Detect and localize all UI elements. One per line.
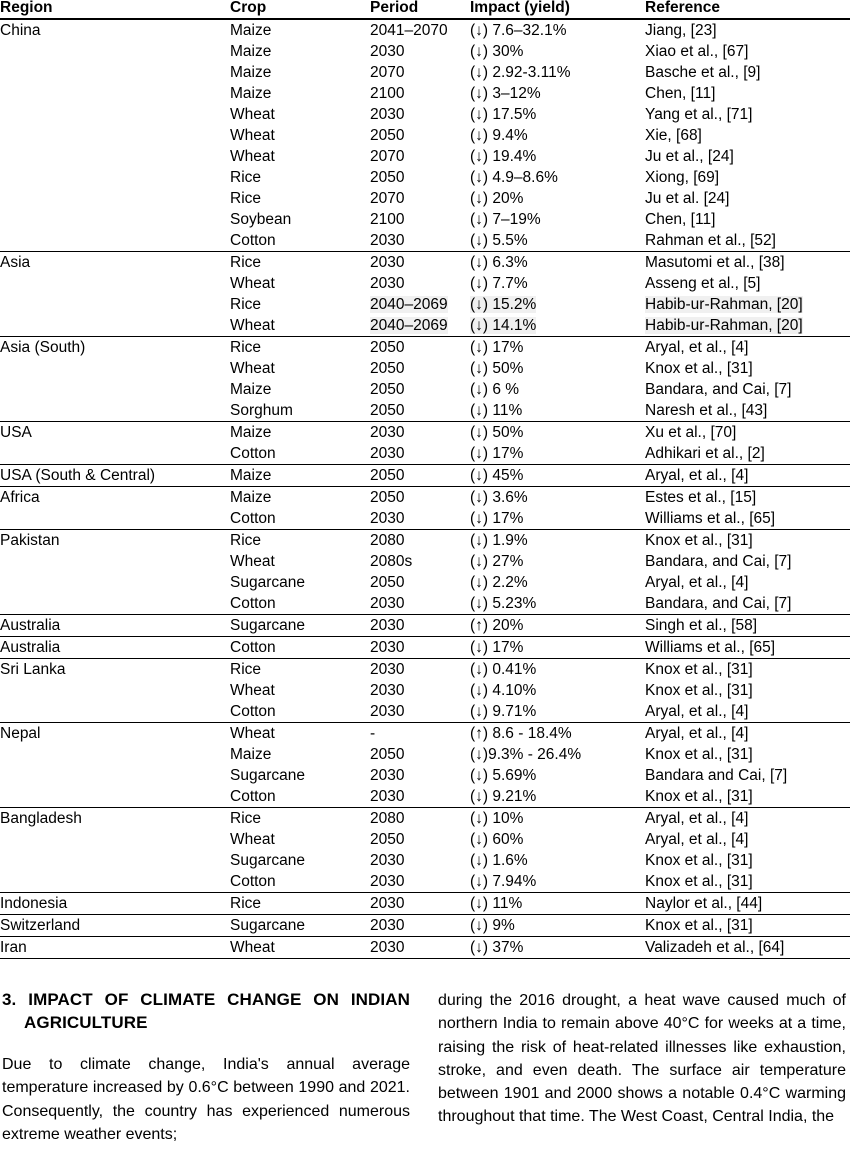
cell-region <box>0 829 230 850</box>
cell-period: 2030 <box>370 937 470 959</box>
cell-reference: Estes et al., [15] <box>645 487 850 509</box>
cell-reference: Valizadeh et al., [64] <box>645 937 850 959</box>
cell-region <box>0 572 230 593</box>
cell-reference: Bandara, and Cai, [7] <box>645 553 792 571</box>
cell-reference: Knox et al., [31] <box>645 682 753 700</box>
table-row <box>0 167 850 188</box>
cell-crop: Maize <box>230 487 370 509</box>
cell-period: 2080s <box>370 553 413 571</box>
cell-reference: Aryal, et al., [4] <box>645 723 850 745</box>
table-row <box>0 83 850 104</box>
cell-region <box>0 273 230 294</box>
cell-region: Bangladesh <box>0 808 230 830</box>
table-header <box>0 0 850 19</box>
cell-impact: (↓) 37% <box>470 937 645 959</box>
table-row <box>0 701 850 723</box>
article-column-left <box>2 989 410 1146</box>
cell-region <box>0 871 230 893</box>
cell-reference: Adhikari et al., [2] <box>645 445 765 463</box>
cell-region <box>0 146 230 167</box>
cell-region <box>0 104 230 125</box>
cell-region <box>0 508 230 530</box>
cell-region <box>0 315 230 337</box>
cell-period: 2030 <box>370 637 470 659</box>
cell-region: Switzerland <box>0 915 230 937</box>
cell-crop: Rice <box>230 252 370 274</box>
cell-crop: Maize <box>230 22 272 40</box>
cell-impact: (↓) 45% <box>470 465 645 487</box>
cell-crop: Sugarcane <box>230 767 305 785</box>
cell-reference: Xie, [68] <box>645 127 702 145</box>
table-row <box>0 188 850 209</box>
cell-impact: (↓) 2.2% <box>470 574 528 592</box>
cell-crop: Sugarcane <box>230 574 305 592</box>
cell-region <box>0 41 230 62</box>
cell-reference: Habib-ur-Rahman, [20] <box>645 317 803 335</box>
section-heading-text: IMPACT OF CLIMATE CHANGE ON INDIAN AGRICULTURE <box>24 990 411 1033</box>
cell-crop: Rice <box>230 190 262 208</box>
table-row <box>0 572 850 593</box>
cell-crop: Sugarcane <box>230 852 305 870</box>
cell-impact: (↓) 9.4% <box>470 127 528 145</box>
cell-crop: Cotton <box>230 445 276 463</box>
cell-impact: (↓) 3–12% <box>470 85 541 103</box>
cell-period: 2050 <box>370 169 405 187</box>
cell-crop: Wheat <box>230 723 370 745</box>
column-header-period: Period <box>370 0 470 19</box>
cell-impact: (↑) 20% <box>470 615 645 637</box>
cell-period: 2030 <box>370 873 405 891</box>
cell-period: 2030 <box>370 915 470 937</box>
cell-reference: Aryal, et al., [4] <box>645 831 749 849</box>
cell-impact: (↓) 17% <box>470 445 524 463</box>
article-column-right <box>438 989 846 1146</box>
cell-reference: Ju et al., [24] <box>645 148 734 166</box>
column-header-crop: Crop <box>230 0 370 19</box>
cell-crop: Wheat <box>230 553 275 571</box>
cell-crop: Rice <box>230 337 370 359</box>
table-row <box>0 337 850 359</box>
cell-crop: Wheat <box>230 275 275 293</box>
column-header-region: Region <box>0 0 230 19</box>
cell-crop: Wheat <box>230 937 370 959</box>
cell-reference: Yang et al., [71] <box>645 106 753 124</box>
cell-period: 2030 <box>370 275 405 293</box>
cell-period: 2041–2070 <box>370 22 448 40</box>
cell-crop: Rice <box>230 169 262 187</box>
cell-reference: Habib-ur-Rahman, [20] <box>645 296 803 314</box>
table-header-row <box>0 0 850 19</box>
cell-impact: (↓) 9% <box>470 915 645 937</box>
section-heading-number: 3. <box>2 990 17 1010</box>
cell-period: - <box>370 723 470 745</box>
cell-reference: Asseng et al., [5] <box>645 275 761 293</box>
cell-impact: (↓) 5.23% <box>470 595 537 613</box>
cell-impact: (↑) 8.6 - 18.4% <box>470 723 645 745</box>
cell-period: 2050 <box>370 487 470 509</box>
cell-impact: (↓) 11% <box>470 893 645 915</box>
table-row <box>0 893 850 915</box>
column-header-reference: Reference <box>645 0 850 19</box>
article-section <box>0 989 850 1146</box>
cell-crop: Rice <box>230 530 370 552</box>
cell-period: 2040–2069 <box>370 296 448 314</box>
cell-reference: Chen, [11] <box>645 211 716 229</box>
cell-crop: Cotton <box>230 595 276 613</box>
cell-reference: Xu et al., [70] <box>645 422 850 444</box>
cell-crop: Cotton <box>230 873 276 891</box>
table-row <box>0 551 850 572</box>
cell-region <box>0 294 230 315</box>
cell-period: 2070 <box>370 190 405 208</box>
cell-region: Africa <box>0 487 230 509</box>
cell-region <box>0 230 230 252</box>
cell-crop: Sugarcane <box>230 915 370 937</box>
cell-crop: Rice <box>230 808 370 830</box>
cell-crop: Wheat <box>230 831 275 849</box>
cell-period: 2030 <box>370 422 470 444</box>
cell-reference: Aryal, et al., [4] <box>645 574 749 592</box>
table-row <box>0 744 850 765</box>
table-row <box>0 358 850 379</box>
cell-reference: Xiong, [69] <box>645 169 720 187</box>
cell-period: 2030 <box>370 767 405 785</box>
cell-crop: Cotton <box>230 788 276 806</box>
cell-period: 2050 <box>370 127 405 145</box>
cell-region: Sri Lanka <box>0 659 230 681</box>
cell-impact: (↓) 14.1% <box>470 317 537 335</box>
table-body <box>0 19 850 959</box>
cell-region <box>0 379 230 400</box>
table-row <box>0 530 850 552</box>
cell-period: 2050 <box>370 337 470 359</box>
cell-period: 2030 <box>370 252 470 274</box>
cell-impact: (↓) 17.5% <box>470 106 537 124</box>
cell-crop: Maize <box>230 422 370 444</box>
cell-period: 2050 <box>370 465 470 487</box>
cell-impact: (↓) 20% <box>470 190 524 208</box>
cell-reference: Xiao et al., [67] <box>645 43 749 61</box>
table-row <box>0 615 850 637</box>
cell-period: 2030 <box>370 510 405 528</box>
table-row <box>0 850 850 871</box>
cell-impact: (↓) 6.3% <box>470 252 645 274</box>
cell-impact: (↓) 30% <box>470 43 524 61</box>
cell-reference: Knox et al., [31] <box>645 915 850 937</box>
cell-impact: (↓) 7.7% <box>470 275 528 293</box>
cell-period: 2050 <box>370 402 405 420</box>
table-row <box>0 593 850 615</box>
cell-region: Asia (South) <box>0 337 230 359</box>
cell-impact: (↓) 15.2% <box>470 296 537 314</box>
cell-period: 2030 <box>370 659 470 681</box>
table-row <box>0 62 850 83</box>
cell-impact: (↓) 4.10% <box>470 682 537 700</box>
cell-period: 2030 <box>370 703 405 721</box>
cell-reference: Knox et al., [31] <box>645 360 753 378</box>
table-row <box>0 315 850 337</box>
cell-period: 2040–2069 <box>370 317 448 335</box>
cell-impact: (↓)9.3% - 26.4% <box>470 746 582 764</box>
cell-region <box>0 125 230 146</box>
cell-crop: Cotton <box>230 637 370 659</box>
cell-region <box>0 83 230 104</box>
cell-reference: Knox et al., [31] <box>645 873 753 891</box>
cell-impact: (↓) 27% <box>470 553 524 571</box>
cell-region <box>0 443 230 465</box>
table-row <box>0 104 850 125</box>
table-row <box>0 937 850 959</box>
cell-period: 2050 <box>370 360 405 378</box>
cell-region <box>0 744 230 765</box>
cell-impact: (↓) 60% <box>470 831 524 849</box>
cell-reference: Knox et al., [31] <box>645 659 850 681</box>
cell-period: 2030 <box>370 893 470 915</box>
table-row <box>0 230 850 252</box>
cell-region <box>0 765 230 786</box>
cell-reference: Bandara, and Cai, [7] <box>645 595 792 613</box>
cell-reference: Knox et al., [31] <box>645 746 753 764</box>
cell-period: 2070 <box>370 64 405 82</box>
cell-reference: Naylor et al., [44] <box>645 893 850 915</box>
cell-crop: Maize <box>230 64 272 82</box>
cell-reference: Williams et al., [65] <box>645 637 850 659</box>
cell-reference: Jiang, [23] <box>645 22 717 40</box>
cell-crop: Maize <box>230 465 370 487</box>
cell-crop: Sugarcane <box>230 615 370 637</box>
cell-crop: Maize <box>230 746 272 764</box>
table-row <box>0 41 850 62</box>
cell-period: 2030 <box>370 682 405 700</box>
table-row <box>0 422 850 444</box>
cell-crop: Maize <box>230 85 272 103</box>
cell-impact: (↓) 7.94% <box>470 873 537 891</box>
cell-crop: Wheat <box>230 317 275 335</box>
column-header-impact: Impact (yield) <box>470 0 645 19</box>
cell-reference: Basche et al., [9] <box>645 64 761 82</box>
cell-reference: Knox et al., [31] <box>645 788 753 806</box>
cell-reference: Chen, [11] <box>645 85 716 103</box>
cell-crop: Rice <box>230 296 262 314</box>
cell-impact: (↓) 1.6% <box>470 852 528 870</box>
cell-region: USA (South & Central) <box>0 465 230 487</box>
table-row <box>0 400 850 422</box>
cell-period: 2080 <box>370 808 470 830</box>
cell-impact: (↓) 6 % <box>470 381 520 399</box>
table-row <box>0 19 850 41</box>
table-row <box>0 252 850 274</box>
paragraph-left: Due to climate change, India's annual average temperature increased by 0.6°C between 1990 and 2021. Consequently, the country has experienced numerous extreme weather events; <box>2 1056 410 1143</box>
cell-period: 2100 <box>370 85 405 103</box>
cell-reference: Ju et al. [24] <box>645 190 730 208</box>
cell-crop: Rice <box>230 893 370 915</box>
cell-period: 2050 <box>370 381 405 399</box>
cell-reference: Williams et al., [65] <box>645 510 776 528</box>
cell-region <box>0 209 230 230</box>
cell-reference: Knox et al., [31] <box>645 530 850 552</box>
cell-region <box>0 167 230 188</box>
cell-region <box>0 850 230 871</box>
cell-region <box>0 680 230 701</box>
cell-period: 2080 <box>370 530 470 552</box>
table-row <box>0 209 850 230</box>
table-row <box>0 465 850 487</box>
table-row <box>0 487 850 509</box>
table-row <box>0 808 850 830</box>
cell-reference: Bandara and Cai, [7] <box>645 767 788 785</box>
table-row <box>0 508 850 530</box>
cell-crop: Wheat <box>230 127 275 145</box>
cell-region <box>0 593 230 615</box>
cell-reference: Singh et al., [58] <box>645 615 850 637</box>
cell-impact: (↓) 4.9–8.6% <box>470 169 558 187</box>
cell-reference: Aryal, et al., [4] <box>645 703 749 721</box>
cell-crop: Cotton <box>230 510 276 528</box>
cell-reference: Knox et al., [31] <box>645 852 753 870</box>
cell-period: 2050 <box>370 746 405 764</box>
cell-reference: Rahman et al., [52] <box>645 232 776 250</box>
cell-crop: Wheat <box>230 360 275 378</box>
cell-impact: (↓) 10% <box>470 808 645 830</box>
cell-period: 2030 <box>370 595 405 613</box>
cell-period: 2030 <box>370 232 405 250</box>
table-row <box>0 637 850 659</box>
table-row <box>0 723 850 745</box>
cell-impact: (↓) 50% <box>470 422 645 444</box>
cell-crop: Maize <box>230 43 272 61</box>
cell-region: Pakistan <box>0 530 230 552</box>
cell-crop: Cotton <box>230 232 276 250</box>
cell-impact: (↓) 17% <box>470 510 524 528</box>
cell-region: USA <box>0 422 230 444</box>
cell-crop: Cotton <box>230 703 276 721</box>
cell-period: 2050 <box>370 574 405 592</box>
cell-period: 2100 <box>370 211 405 229</box>
table-row <box>0 146 850 167</box>
cell-crop: Rice <box>230 659 370 681</box>
cell-period: 2030 <box>370 106 405 124</box>
cell-period: 2050 <box>370 831 405 849</box>
cell-region <box>0 701 230 723</box>
table-row <box>0 786 850 808</box>
cell-region <box>0 62 230 83</box>
cell-period: 2030 <box>370 788 405 806</box>
table-row <box>0 125 850 146</box>
cell-impact: (↓) 19.4% <box>470 148 537 166</box>
cell-region <box>0 188 230 209</box>
cell-region <box>0 786 230 808</box>
cell-impact: (↓) 5.5% <box>470 232 528 250</box>
cell-period: 2030 <box>370 43 405 61</box>
cell-crop: Maize <box>230 381 272 399</box>
cell-reference: Aryal, et al., [4] <box>645 465 850 487</box>
cell-impact: (↓) 5.69% <box>470 767 537 785</box>
cell-region: Australia <box>0 615 230 637</box>
cell-impact: (↓) 3.6% <box>470 487 645 509</box>
table-row <box>0 829 850 850</box>
cell-impact: (↓) 1.9% <box>470 530 645 552</box>
paragraph-right: during the 2016 drought, a heat wave caused much of northern India to remain above 40°C for weeks at a time, raising the risk of heat-related illnesses like exhaustion, stroke, and even death. The surface air temperature between 1901 and 2000 shows a notable 0.4°C warming throughout that time. The West Coast, Central India, the <box>438 992 846 1126</box>
cell-impact: (↓) 17% <box>470 637 645 659</box>
table-row <box>0 443 850 465</box>
cell-period: 2030 <box>370 445 405 463</box>
cell-region: Australia <box>0 637 230 659</box>
cell-region: Nepal <box>0 723 230 745</box>
cell-impact: (↓) 11% <box>470 402 523 420</box>
cell-period: 2070 <box>370 148 405 166</box>
table-row <box>0 871 850 893</box>
cell-impact: (↓) 9.21% <box>470 788 537 806</box>
cell-region: Indonesia <box>0 893 230 915</box>
cell-region: Asia <box>0 252 230 274</box>
cell-region <box>0 400 230 422</box>
cell-crop: Soybean <box>230 211 292 229</box>
table-row <box>0 294 850 315</box>
cell-crop: Sorghum <box>230 402 293 420</box>
cell-period: 2030 <box>370 615 470 637</box>
cell-period: 2030 <box>370 852 405 870</box>
cell-crop: Wheat <box>230 106 275 124</box>
cell-impact: (↓) 17% <box>470 337 645 359</box>
cell-impact: (↓) 7–19% <box>470 211 541 229</box>
table-row <box>0 379 850 400</box>
table-row <box>0 273 850 294</box>
table-row <box>0 765 850 786</box>
cell-region <box>0 358 230 379</box>
cell-region <box>0 551 230 572</box>
table-row <box>0 915 850 937</box>
section-heading <box>2 989 410 1035</box>
cell-reference: Aryal, et al., [4] <box>645 808 850 830</box>
cell-crop: Wheat <box>230 682 275 700</box>
cell-region: Iran <box>0 937 230 959</box>
cell-reference: Bandara, and Cai, [7] <box>645 381 792 399</box>
cell-reference: Naresh et al., [43] <box>645 402 768 420</box>
cell-reference: Masutomi et al., [38] <box>645 252 850 274</box>
cell-region: China <box>0 22 41 40</box>
cell-impact: (↓) 0.41% <box>470 659 645 681</box>
cell-reference: Aryal, et al., [4] <box>645 337 850 359</box>
cell-crop: Wheat <box>230 148 275 166</box>
table-row <box>0 659 850 681</box>
cell-impact: (↓) 50% <box>470 360 524 378</box>
table-row <box>0 680 850 701</box>
cell-impact: (↓) 9.71% <box>470 703 537 721</box>
cell-impact: (↓) 7.6–32.1% <box>470 22 567 40</box>
cell-impact: (↓) 2.92-3.11% <box>470 64 571 82</box>
